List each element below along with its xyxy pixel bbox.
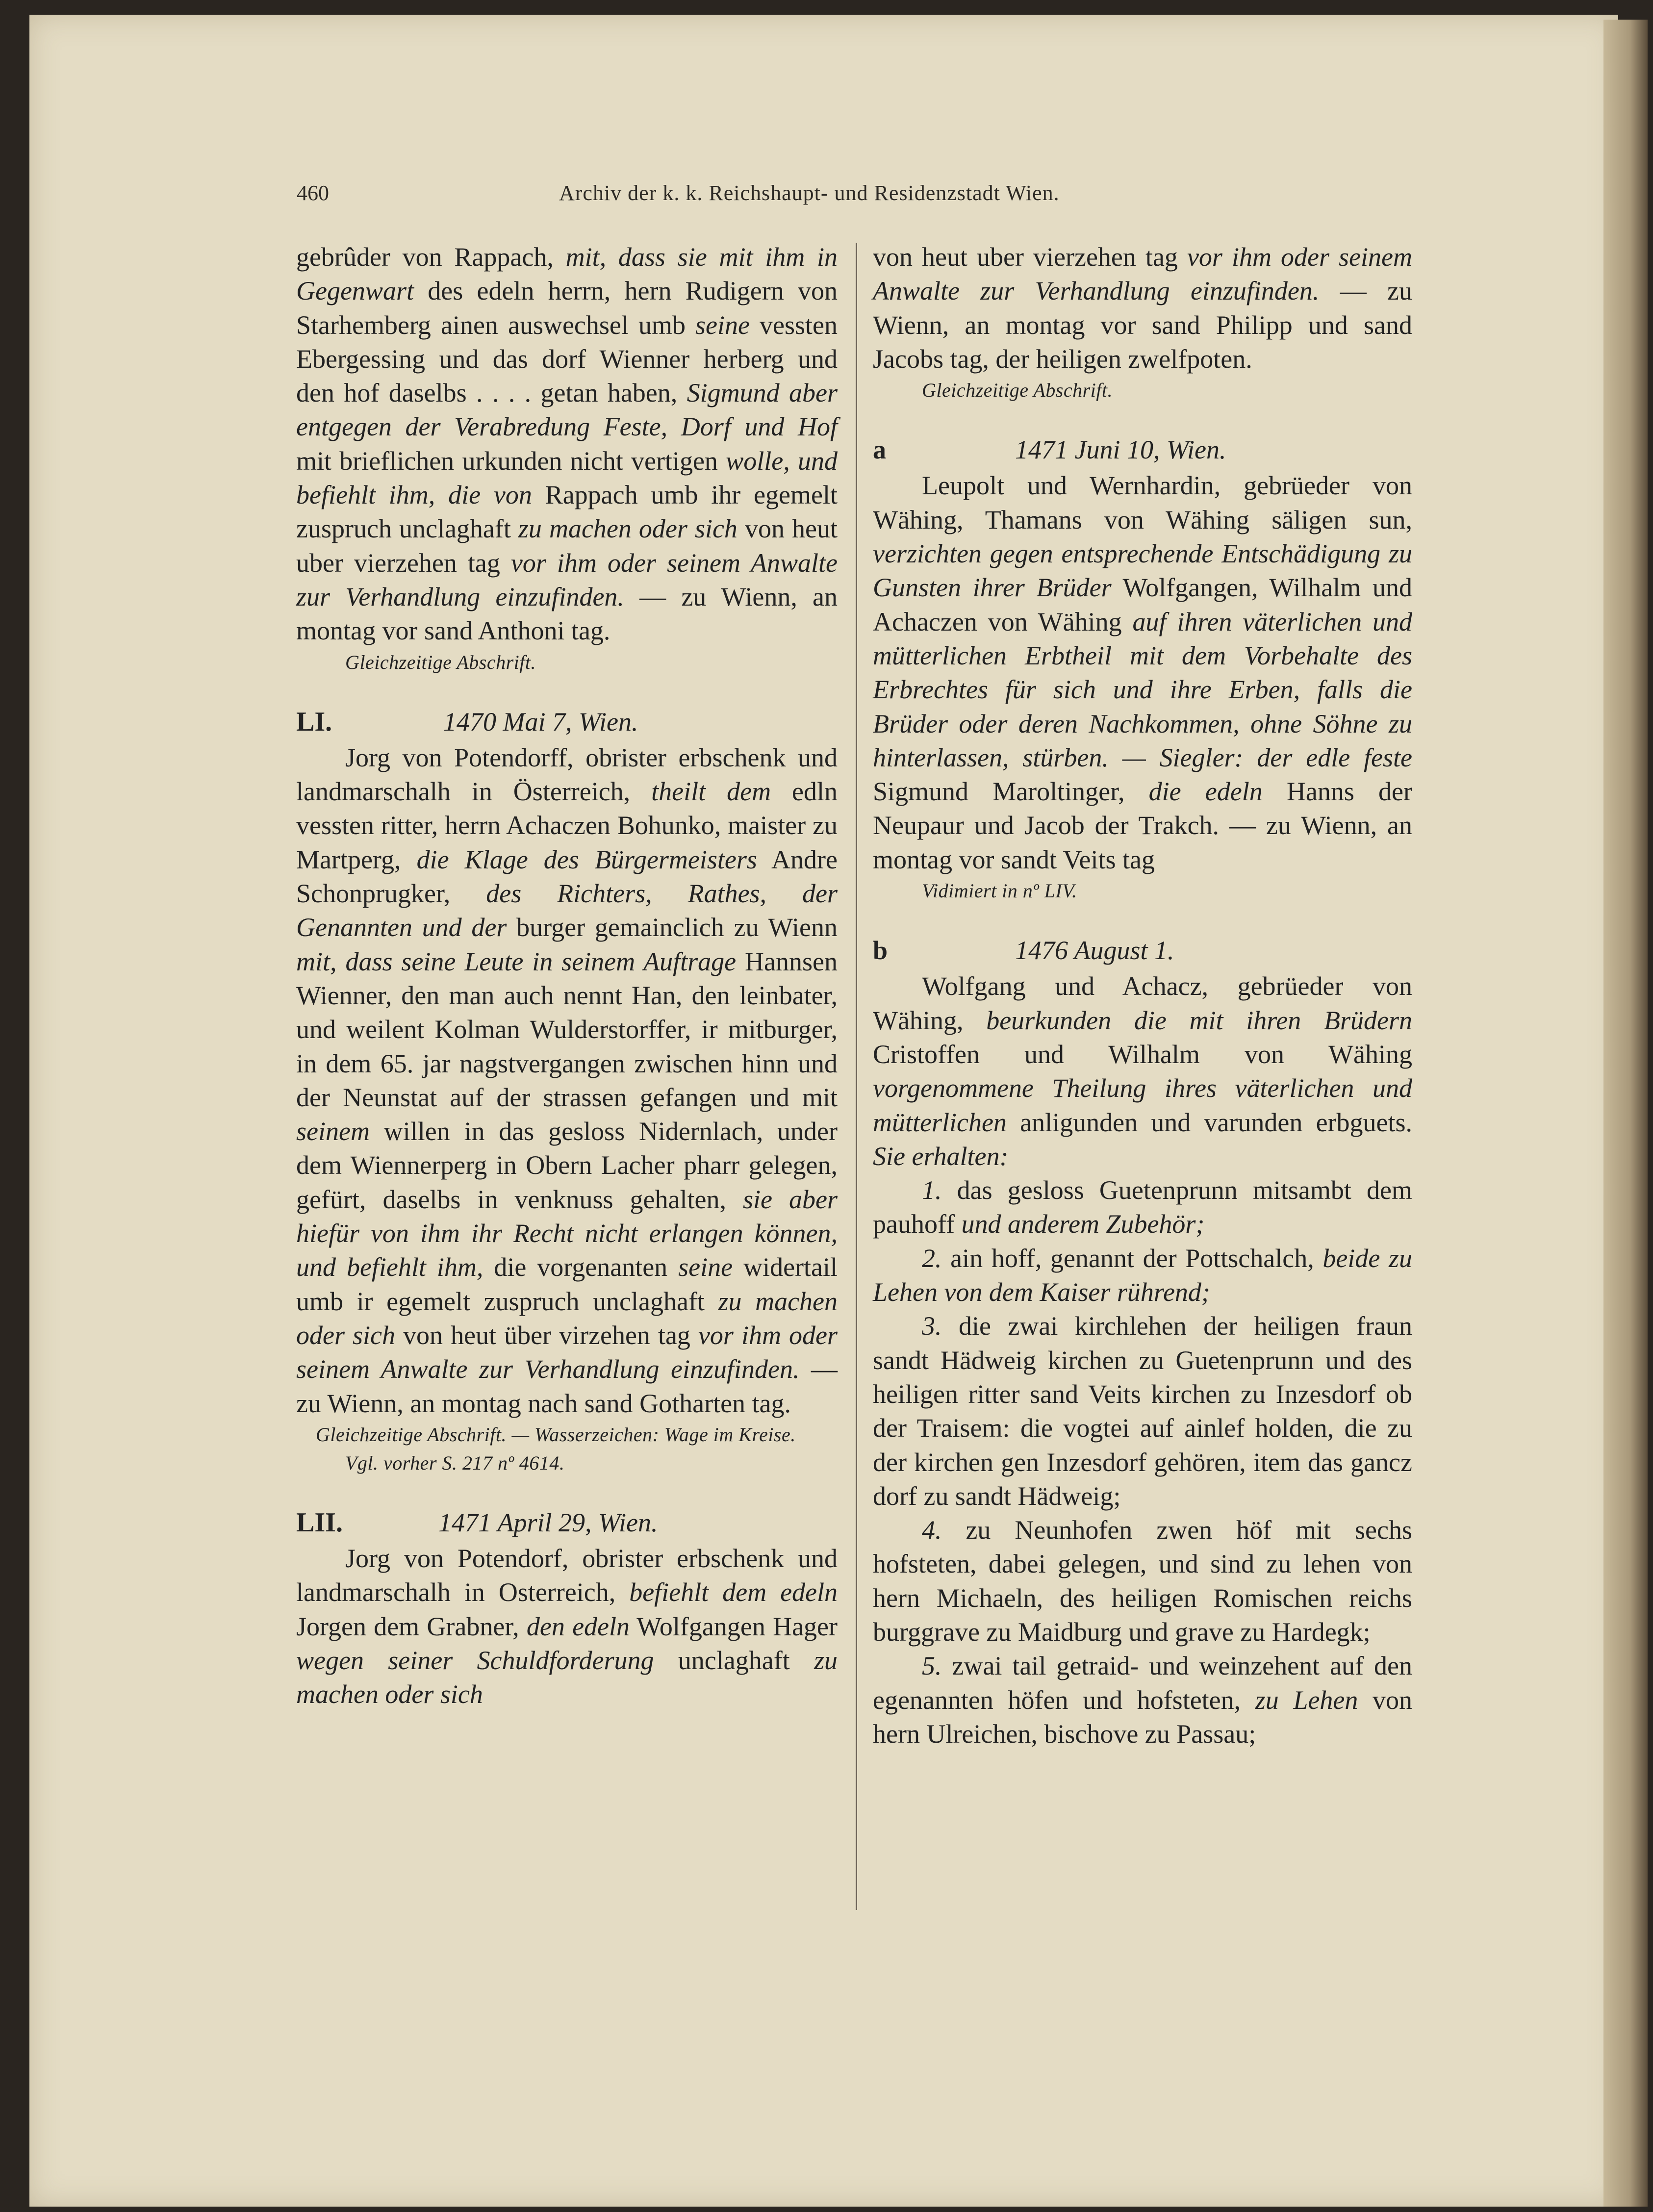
text-run: das gesloss Guetenprunn mitsambt dem pauhoff: [873, 1175, 1412, 1239]
entry-heading: [296, 1506, 838, 1540]
text-run: vessten Ebergessing und das dorf Wienner herberg und den hof daselbs . . . . getan haben,: [296, 310, 838, 408]
text-run: zu Neunhofen zwen höf mit sechs hofsteten, dabei gelegen, und sind zu lehen von hern Michaeln, des heiligen Romischen reichs burggrave zu Maidburg und grave zu Hardegk;: [873, 1515, 1412, 1647]
italic-run: beurkunden die mit ihren Brüdern: [986, 1005, 1412, 1035]
left-column: [296, 240, 838, 1712]
entry-date: 1470 Mai 7, Wien.: [443, 707, 638, 737]
italic-run: befiehlt dem edeln: [629, 1577, 838, 1607]
italic-run: theilt dem: [651, 777, 771, 807]
list-item: [873, 1513, 1412, 1649]
right-column: [873, 240, 1412, 1751]
continued-paragraph: [296, 240, 838, 648]
italic-run: zu machen oder sich: [296, 1286, 838, 1350]
italic-run: seinem: [296, 1117, 370, 1146]
text-run: unclaghaft: [654, 1645, 814, 1675]
text-run: Rappach umb ihr egemelt zuspruch unclaghaft: [296, 480, 838, 544]
italic-run: mit, dass seine Leute in seinem Auftrage: [296, 946, 737, 976]
text-run: mit brieflichen urkunden nicht vertigen: [296, 446, 726, 476]
text-run: die vorgenanten: [483, 1252, 679, 1282]
source-note: Vidimiert in nº LIV.: [922, 880, 1077, 902]
entry-number: LI.: [296, 706, 332, 737]
italic-run: die edeln: [1148, 777, 1263, 807]
italic-run: Sie erhalten:: [873, 1141, 1009, 1171]
text-run: Cristoffen und Wilhalm von Wähing: [873, 1039, 1412, 1069]
italic-run: verzichten gegen entsprechende Entschädigung zu Gunsten ihrer Brüder: [873, 539, 1412, 603]
text-run: anligunden und varunden erbguets.: [1006, 1107, 1412, 1137]
text-run: — zu Wienn, an montag vor sand Philipp und sand Jacobs tag, der heiligen zwelfpoten.: [873, 276, 1412, 374]
entry-letter: a: [873, 435, 886, 465]
entry-number: LII.: [296, 1507, 343, 1538]
text-run: von heut über virzehen tag: [395, 1320, 698, 1350]
text-run: Jorg von Potendorf, obrister erbschenk und landmarschalh in Osterreich,: [296, 1544, 838, 1607]
text-run: von heut uber vierzehen tag: [296, 514, 838, 578]
text-run: Wolfgang und Achacz, gebrüeder von Wähing,: [873, 971, 1412, 1035]
italic-run: sie aber hiefür von ihm ihr Recht nicht erlangen können, und befiehlt ihm,: [296, 1184, 838, 1282]
italic-run: Sigmund aber entgegen der Verabredung Feste, Dorf und Hof: [296, 378, 838, 442]
text-run: Andre Schonprugker,: [296, 844, 838, 909]
reference-note: Vgl. vorher S. 217 nº 4614.: [345, 1451, 565, 1474]
entry-heading: [296, 705, 838, 739]
italic-run: 4.: [922, 1515, 942, 1545]
text-run: widertail umb ir egemelt zuspruch unclaghaft: [296, 1252, 838, 1316]
list-item: [873, 1173, 1412, 1242]
source-note: Gleichzeitige Abschrift.: [922, 379, 1113, 402]
entry-body: [873, 469, 1412, 877]
text-run: zwai tail getraid- und weinzehent auf den egenannten höfen und hofsteten,: [873, 1651, 1412, 1715]
entry-heading: [873, 934, 1412, 967]
text-run: burger gemainclich zu Wienn: [507, 913, 838, 942]
entry-date: 1471 April 29, Wien.: [438, 1507, 658, 1537]
italic-run: zu Lehen: [1255, 1685, 1358, 1715]
italic-run: wegen seiner Schuldforderung: [296, 1645, 654, 1675]
text-run: Jorg von Potendorff, obrister erbschenk und landmarschalh in Österreich,: [296, 742, 838, 807]
entry-date: 1471 Juni 10, Wien.: [1015, 435, 1226, 465]
italic-run: 5.: [922, 1651, 942, 1681]
italic-run: vorgenommene Theilung ihres väterlichen und mütterlichen: [873, 1073, 1412, 1137]
italic-run: zu machen oder sich: [518, 514, 737, 544]
italic-run: seine: [695, 310, 750, 340]
text-run: von heut uber vierzehen tag: [873, 242, 1187, 272]
entry-body: [296, 741, 838, 1421]
entry-heading: [873, 433, 1412, 467]
italic-run: den edeln: [526, 1611, 630, 1641]
text-run: — zu Wienn, an montag nach sand Gotharten tag.: [296, 1354, 838, 1418]
list-item: [873, 1242, 1412, 1310]
text-run: Hannsen Wienner, den man auch nennt Han, den leinbater, und weilent Kolman Wulderstorffer, ir mitburger, in dem 65. jar nagstvergangen zwischen hinn und der Neunstat auf der strassen gefangen und mit: [296, 946, 838, 1112]
italic-run: wolle, und befiehlt ihm, die von: [296, 446, 838, 510]
italic-run: zu machen oder sich: [296, 1645, 838, 1709]
text-run: edln vessten ritter, herrn Achaczen Bohunko, maister zu Martperg,: [296, 777, 838, 874]
source-note: Gleichzeitige Abschrift. — Wasserzeichen: Wage im Kreise.: [316, 1423, 796, 1446]
text-run: von hern Ulreichen, bischove zu Passau;: [873, 1685, 1412, 1749]
page-edge: [1603, 20, 1648, 2207]
text-run: Sigmund Maroltinger,: [873, 777, 1149, 807]
text-run: Wolfgangen, Wilhalm und Achaczen von Wähing: [873, 573, 1412, 636]
entry-letter: b: [873, 936, 888, 966]
text-run: — zu Wienn, an montag vor sand Anthoni tag.: [296, 582, 838, 646]
text-run: des edeln herrn, hern Rudigern von Starhemberg ainen auswechsel umb: [296, 276, 838, 340]
italic-run: vor ihm oder seinem Anwalte zur Verhandlung einzufinden.: [296, 1320, 838, 1384]
italic-run: die Klage des Bürgermeisters: [416, 844, 757, 874]
italic-run: 2.: [922, 1243, 942, 1273]
text-run: die zwai kirchlehen der heiligen fraun sandt Hädweig kirchen zu Guetenprunn und des heiligen ritter sand Veits kirchen zu Inzesdorf ob der Traisem: die vogtei auf ainlef holden, die zu der kirchen gen Inzesdorf gehören, item das gancz dorf zu sandt Hädweig;: [873, 1311, 1412, 1511]
italic-run: beide zu Lehen von dem Kaiser rührend;: [873, 1243, 1413, 1307]
text-run: gebrûder von Rappach,: [296, 242, 566, 272]
continued-paragraph: [873, 240, 1412, 376]
text-run: Leupolt und Wernhardin, gebrüeder von Wähing, Thamans von Wähing säligen sun,: [873, 471, 1412, 534]
column-divider: [856, 243, 857, 1910]
italic-run: vor ihm oder seinem Anwalte zur Verhandlung einzufinden.: [873, 242, 1412, 306]
text-run: Wolfgangen Hager: [630, 1611, 838, 1641]
text-run: willen in das gesloss Nidernlach, under dem Wiennerperg in Obern Lacher pharr gelegen, gefürt, daselbs in venknuss gehalten,: [296, 1117, 838, 1214]
text-run: ain hoff, genannt der Pottschalch,: [941, 1243, 1323, 1273]
entry-body: [873, 969, 1412, 1173]
list-item: [873, 1649, 1412, 1751]
italic-run: seine: [678, 1252, 733, 1282]
entry-body: [296, 1542, 838, 1711]
text-run: Hanns der Neupaur und Jacob der Trakch. — zu Wienn, an montag vor sandt Veits tag: [873, 777, 1412, 874]
text-run: Jorgen dem Grabner,: [296, 1611, 527, 1641]
italic-run: mit, dass sie mit ihm in Gegenwart: [296, 242, 838, 306]
page-number: 460: [297, 181, 329, 205]
source-note: Gleichzeitige Abschrift.: [345, 651, 536, 673]
entry-date: 1476 August 1.: [1015, 936, 1174, 966]
italic-run: 3.: [922, 1311, 942, 1341]
italic-run: auf ihren väterlichen und mütterlichen Erbtheil mit dem Vorbehalte des Erbrechtes für sich und ihre Erben, falls die Brüder oder deren Nachkommen, ohne Söhne zu hinterlassen, stürben. — Siegler: der edle feste: [873, 607, 1412, 772]
list-item: [873, 1309, 1412, 1513]
italic-run: des Richters, Rathes, der Genannten und der: [296, 879, 838, 942]
italic-run: vor ihm oder seinem Anwalte zur Verhandlung einzufinden.: [296, 548, 838, 611]
italic-run: 1.: [922, 1175, 942, 1205]
running-head: Archiv der k. k. Reichshaupt- und Residenzstadt Wien.: [559, 181, 1060, 205]
italic-run: und anderem Zubehör;: [961, 1209, 1205, 1239]
